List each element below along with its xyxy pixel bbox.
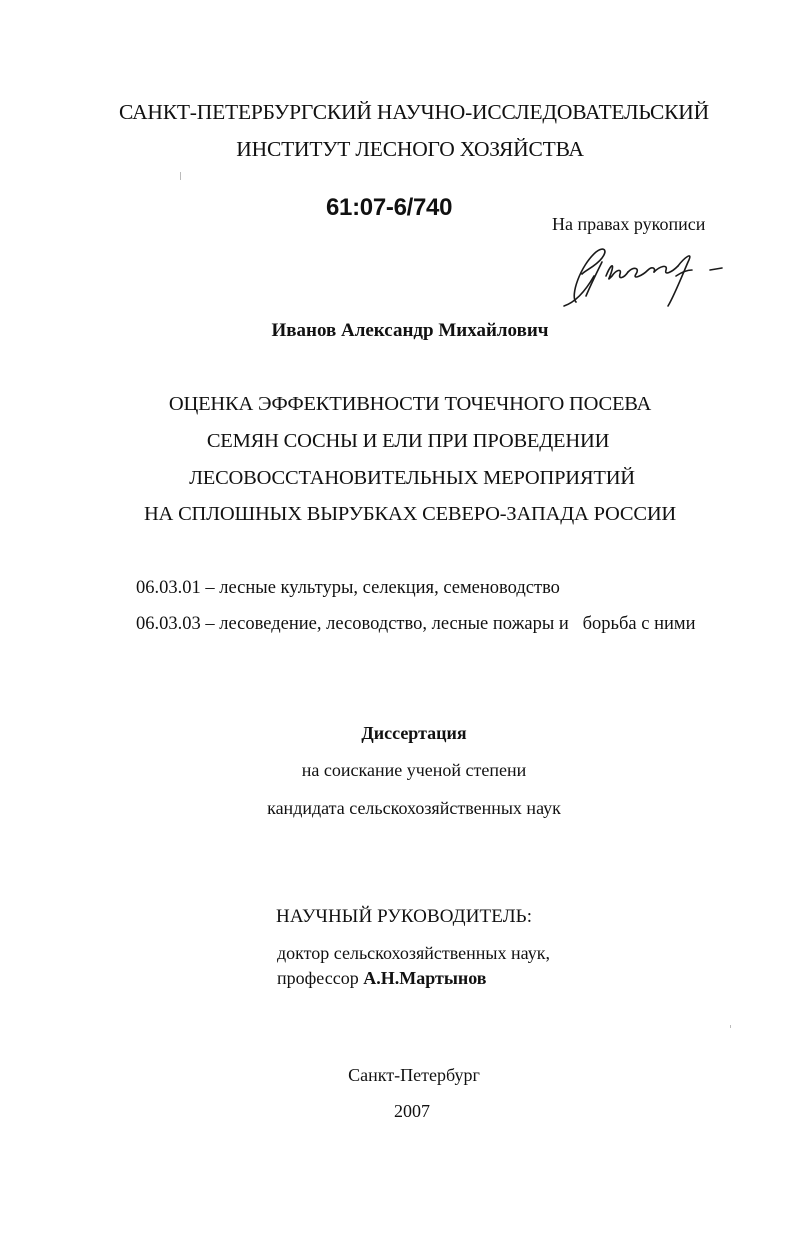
scan-speck xyxy=(730,1025,731,1028)
title-line-2: СЕМЯН СОСНЫ И ЕЛИ ПРИ ПРОВЕДЕНИИ xyxy=(206,430,610,452)
supervisor-line xyxy=(277,968,487,989)
supervisor-name: А.Н.Мартынов xyxy=(363,968,487,988)
specialty-1: 06.03.01 – лесные культуры, селекция, семеноводство xyxy=(136,578,560,598)
dissertation-degree-line-1: на соискание ученой степени xyxy=(301,760,527,780)
title-line-1: ОЦЕНКА ЭФФЕКТИВНОСТИ ТОЧЕЧНОГО ПОСЕВА xyxy=(168,393,652,415)
supervisor-heading: НАУЧНЫЙ РУКОВОДИТЕЛЬ: xyxy=(276,906,533,927)
title-line-3: ЛЕСОВОССТАНОВИТЕЛЬНЫХ МЕРОПРИЯТИЙ xyxy=(189,467,635,489)
city: Санкт-Петербург xyxy=(348,1065,480,1085)
institution-line-1: САНКТ-ПЕТЕРБУРГСКИЙ НАУЧНО-ИССЛЕДОВАТЕЛЬСКИЙ xyxy=(119,100,709,124)
catalog-code: 61:07-6/740 xyxy=(326,194,453,221)
supervisor-degree: доктор сельскохозяйственных наук, xyxy=(277,943,550,963)
author-name: Иванов Александр Михайлович xyxy=(271,320,549,341)
year: 2007 xyxy=(394,1101,430,1121)
dissertation-label: Диссертация xyxy=(361,723,467,743)
signature-image xyxy=(556,236,756,316)
title-line-4: НА СПЛОШНЫХ ВЫРУБКАХ СЕВЕРО-ЗАПАДА РОССИИ xyxy=(143,503,677,525)
specialty-2: 06.03.03 – лесоведение, лесоводство, лесные пожары и борьба с ними xyxy=(136,614,696,634)
scan-speck xyxy=(180,172,181,180)
institution-line-2: ИНСТИТУТ ЛЕСНОГО ХОЗЯЙСТВА xyxy=(236,137,584,161)
dissertation-degree-line-2: кандидата сельскохозяйственных наук xyxy=(267,798,561,818)
supervisor-rank: профессор xyxy=(277,968,359,988)
manuscript-rights: На правах рукописи xyxy=(552,214,706,234)
